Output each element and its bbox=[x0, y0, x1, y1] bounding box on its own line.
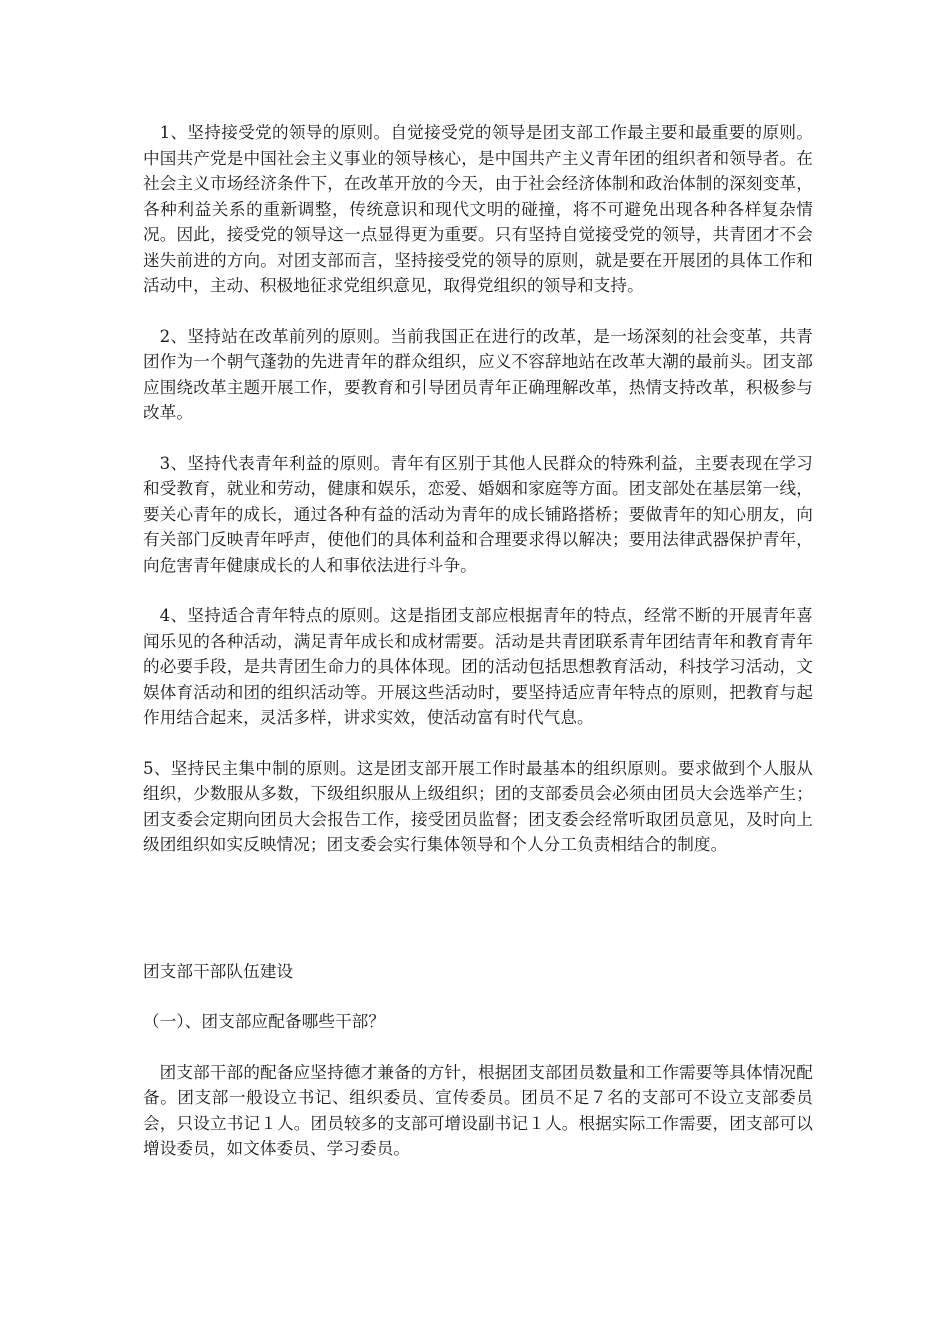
cadre-paragraph: 团支部干部的配备应坚持德才兼备的方针，根据团支部团员数量和工作需要等具体情况配备。团支部一般设立书记、组织委员、宣传委员。团员不足７名的支部可不设立支部委员会，只设立书记１人。团员较多的支部可增设副书记１人。根据实际工作需要，团支部可以增设委员，如文体委员、学习委员。 bbox=[143, 1062, 813, 1158]
principle-paragraph-4: 4、坚持适合青年特点的原则。这是指团支部应根据青年的特点，经常不断的开展青年喜闻乐见的各种活动，满足青年成长和成材需要。活动是共青团联系青年团结青年和教育青年的必要手段，是共青团生命力的具体体现。团的活动包括思想教育活动，科技学习活动，文娱体育活动和团的组织活动等。开展这些活动时，要坚持适应青年特点的原则，把教育与起作用结合起来，灵活多样，讲求实效，使活动富有时代气息。 bbox=[143, 606, 813, 727]
subsection-heading: （一）、团支部应配备哪些干部？ bbox=[143, 1012, 386, 1031]
document-body bbox=[143, 120, 813, 1162]
section-heading: 团支部干部队伍建设 bbox=[143, 961, 294, 981]
principle-paragraph-1: 1、坚持接受党的领导的原则。自觉接受党的领导是团支部工作最主要和最重要的原则。中国共产党是中国社会主义事业的领导核心，是中国共产主义青年团的组织者和领导者。在社会主义市场经济条件下，在改革开放的今天，由于社会经济体制和政治体制的深刻变革，各种利益关系的重新调整，传统意识和现代文明的碰撞，将不可避免出现各种各样复杂情况。因此，接受党的领导这一点显得更为重要。只有坚持自觉接受党的领导，共青团才不会迷失前进的方向。对团支部而言，坚持接受党的领导的原则，就是要在开展团的具体工作和活动中，主动、积极地征求党组织意见，取得党组织的领导和支持。 bbox=[143, 123, 813, 295]
principle-paragraph-5: 5、坚持民主集中制的原则。这是团支部开展工作时最基本的组织原则。要求做到个人服从组织，少数服从多数，下级组织服从上级组织；团的支部委员会必须由团员大会选举产生；团支委会定期向团员大会报告工作，接受团员监督；团支委会经常听取团员意见，及时向上级团组织如实反映情况；团支委会实行集体领导和个人分工负责相结合的制度。 bbox=[143, 758, 813, 854]
principle-paragraph-3: 3、坚持代表青年利益的原则。青年有区别于其他人民群众的特殊利益，主要表现在学习和受教育，就业和劳动，健康和娱乐，恋爱、婚姻和家庭等方面。团支部处在基层第一线，要关心青年的成长，通过各种有益的活动为青年的成长铺路搭桥；要做青年的知心朋友，向有关部门反映青年呼声，使他们的具体利益和合理要求得以解决；要用法律武器保护青年，向危害青年健康成长的人和事依法进行斗争。 bbox=[143, 453, 813, 575]
principle-paragraph-2: 2、坚持站在改革前列的原则。当前我国正在进行的改革，是一场深刻的社会变革，共青团作为一个朝气蓬勃的先进青年的群众组织，应义不容辞地站在改革大潮的最前头。团支部应围绕改革主题开展工作，要教育和引导团员青年正确理解改革，热情支持改革，积极参与改革。 bbox=[143, 326, 813, 422]
